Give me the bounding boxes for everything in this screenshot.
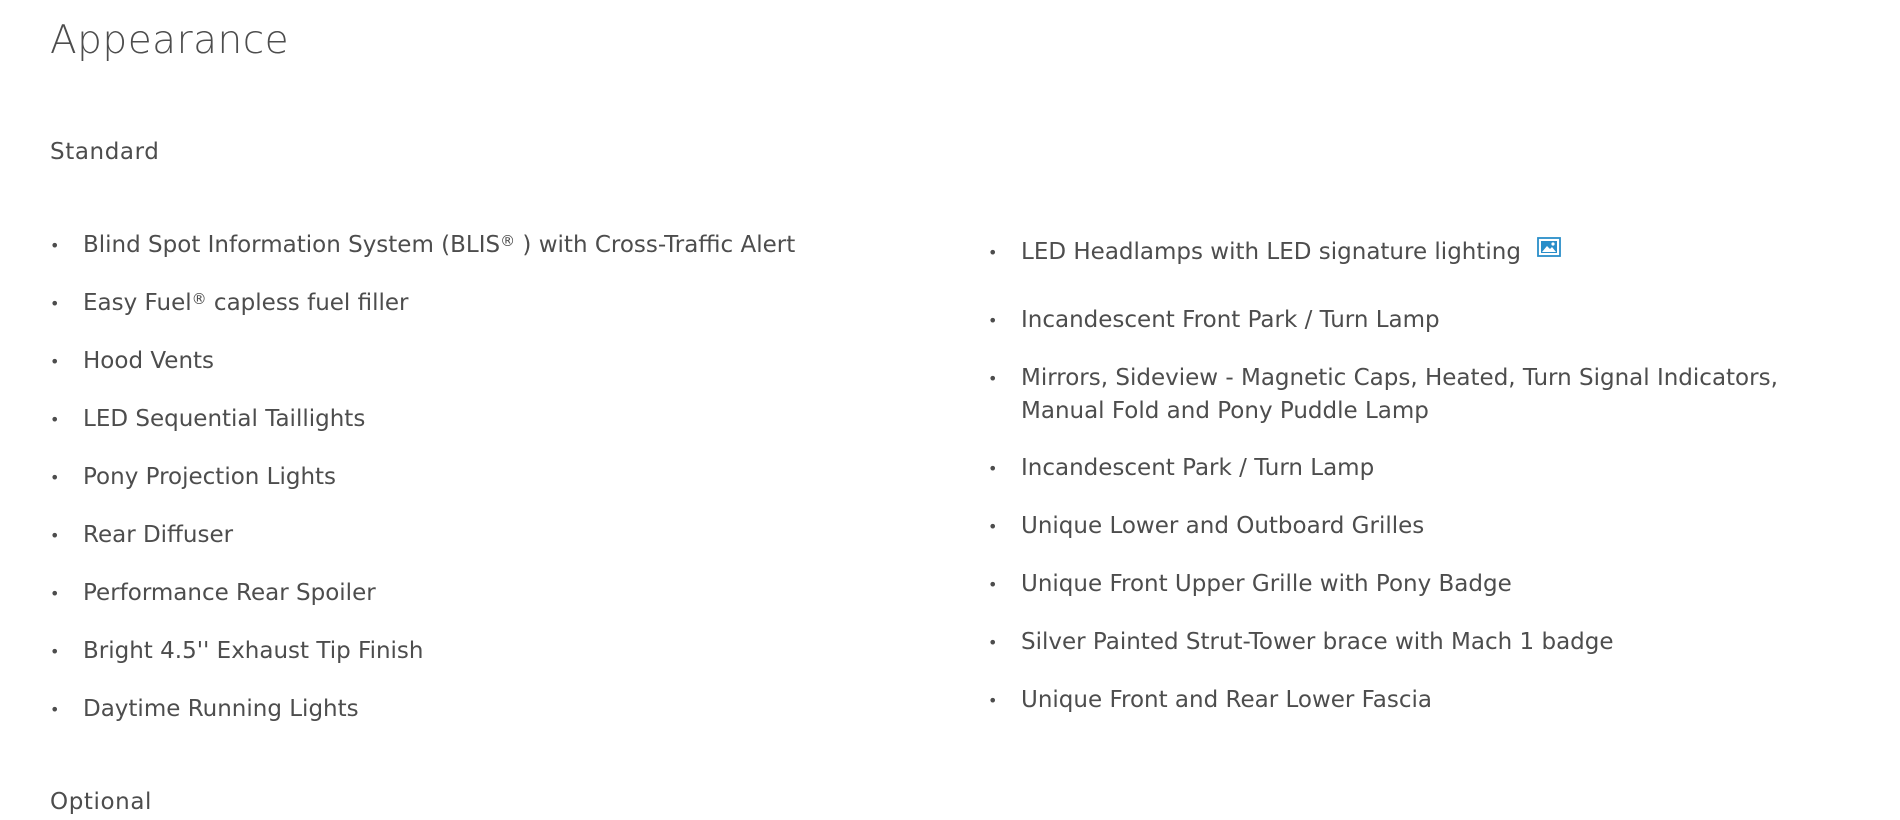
list-item-text: Silver Painted Strut-Tower brace with Mach 1 badge (1021, 629, 1614, 655)
list-item-text: Daytime Running Lights (83, 696, 359, 722)
list-item-text: Incandescent Front Park / Turn Lamp (1021, 307, 1440, 333)
bullet: • (50, 584, 60, 603)
list-item-text: Mirrors, Sideview - Magnetic Caps, Heated, Turn Signal Indicators, Manual Fold and Pony Puddle Lamp (1021, 365, 1778, 424)
list-item (50, 345, 214, 378)
list-item-text: Incandescent Park / Turn Lamp (1021, 455, 1375, 481)
list-item-text: LED Sequential Taillights (83, 406, 366, 432)
bullet: • (50, 294, 60, 313)
list-item (50, 519, 233, 552)
page-title: Appearance (50, 18, 290, 63)
registered-mark: ® (191, 290, 207, 308)
bullet: • (988, 633, 998, 652)
list-item-text: Easy Fuel (83, 290, 192, 316)
bullet: • (988, 459, 998, 478)
image-icon[interactable] (1537, 234, 1561, 267)
bullet: • (50, 700, 60, 719)
list-item-text: Hood Vents (83, 348, 215, 374)
list-item-text-continued: ) with Cross-Traffic Alert (515, 232, 796, 258)
list-item (988, 626, 1614, 659)
bullet: • (988, 575, 998, 594)
bullet: • (988, 243, 998, 262)
list-item (50, 635, 424, 668)
bullet: • (988, 369, 998, 388)
list-item-text: Unique Lower and Outboard Grilles (1021, 513, 1425, 539)
list-item (988, 510, 1424, 543)
list-item (988, 568, 1512, 601)
registered-mark: ® (500, 232, 516, 250)
list-item (988, 684, 1432, 717)
list-item-text: Unique Front Upper Grille with Pony Badge (1021, 571, 1512, 597)
list-item-text: Performance Rear Spoiler (83, 580, 376, 606)
list-item (988, 236, 1561, 269)
list-item-text: LED Headlamps with LED signature lighting (1021, 239, 1521, 265)
list-item (988, 362, 1868, 428)
list-item-text: Unique Front and Rear Lower Fascia (1021, 687, 1433, 713)
list-item (988, 452, 1374, 485)
bullet: • (988, 691, 998, 710)
list-item (50, 287, 409, 320)
list-item-text: Pony Projection Lights (83, 464, 337, 490)
bullet: • (50, 526, 60, 545)
bullet: • (50, 352, 60, 371)
bullet: • (988, 517, 998, 536)
bullet: • (50, 410, 60, 429)
list-item (988, 304, 1440, 337)
list-item (50, 577, 376, 610)
bullet: • (988, 311, 998, 330)
list-item (50, 229, 795, 262)
list-item (50, 461, 336, 494)
list-item-text: Bright 4.5'' Exhaust Tip Finish (83, 638, 424, 664)
bullet: • (50, 236, 60, 255)
section-heading-standard: Standard (50, 139, 160, 165)
list-item (50, 693, 359, 726)
bullet: • (50, 642, 60, 661)
list-item-text-continued: capless fuel filler (206, 290, 409, 316)
list-item (50, 403, 365, 436)
bullet: • (50, 468, 60, 487)
list-item-text: Blind Spot Information System (BLIS (83, 232, 501, 258)
section-heading-optional: Optional (50, 789, 153, 815)
list-item-text: Rear Diffuser (83, 522, 234, 548)
